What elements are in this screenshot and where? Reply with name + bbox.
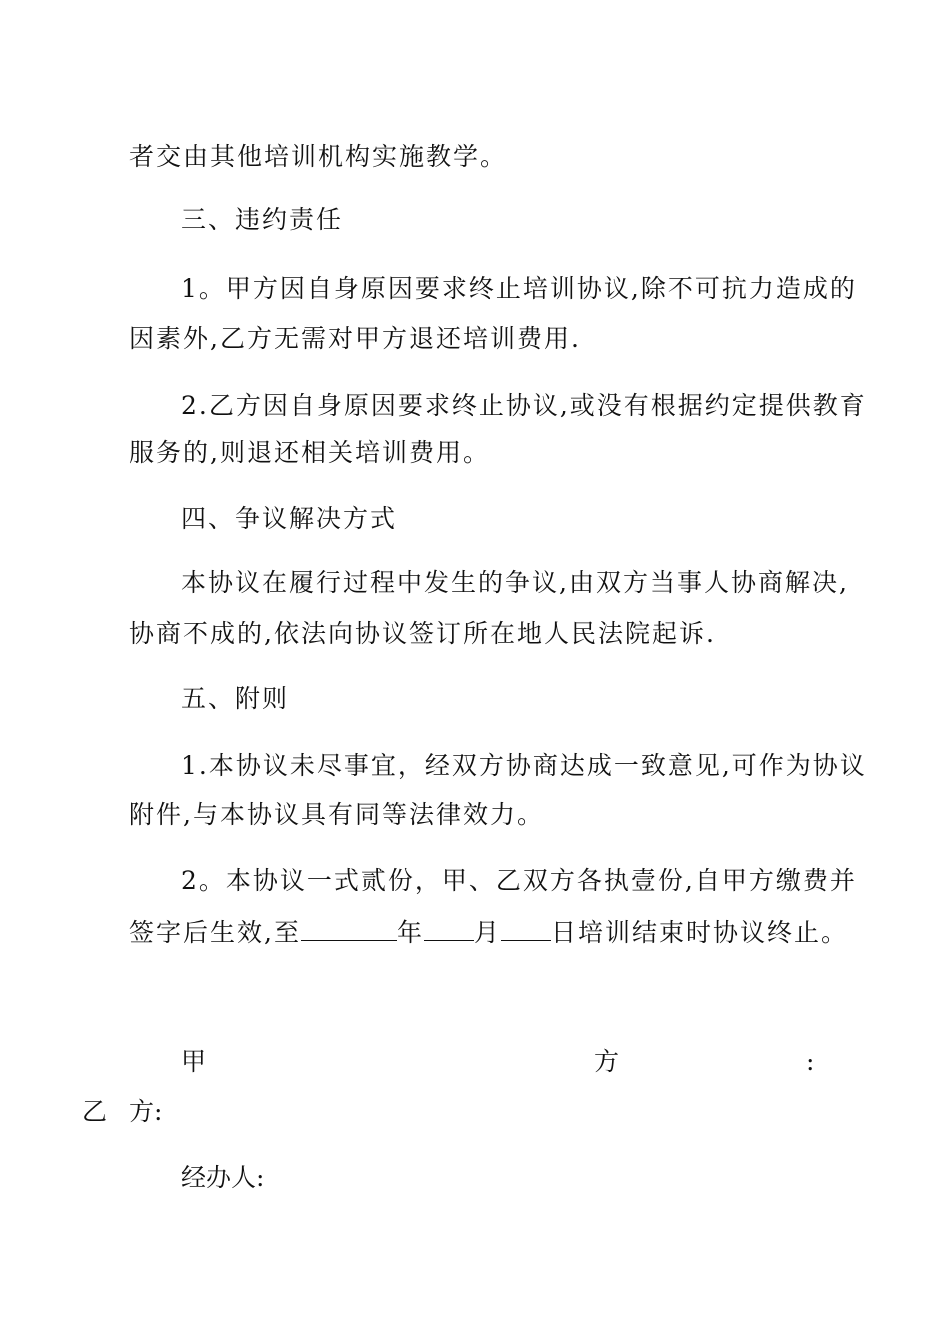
month-label: 月 [473,918,501,947]
party-b-label-char1: 乙 [82,1097,108,1126]
appendix-item-1-line-2: 附件,与本协议具有同等法律效力。 [129,800,544,829]
dispute-line-2: 协商不成的,依法向协议签订所在地人民法院起诉. [129,619,716,648]
agent-label: 经办人: [181,1163,265,1192]
dispute-line-1: 本协议在履行过程中发生的争议,由双方当事人协商解决, [181,568,849,597]
appendix-item-2-line-2 [129,916,848,948]
breach-item-1-line-1: 1。甲方因自身原因要求终止培训协议,除不可抗力造成的 [181,274,857,303]
section-heading-dispute: 四、争议解决方式 [181,504,398,533]
breach-item-2-line-2: 服务的,则退还相关培训费用。 [129,438,490,467]
appendix-item-2-line-1: 2。本协议一式贰份，甲、乙双方各执壹份,自甲方缴费并 [181,866,857,895]
breach-item-2-line-1: 2.乙方因自身原因要求终止协议,或没有根据约定提供教育 [181,391,867,420]
breach-item-1-line-2: 因素外,乙方无需对甲方退还培训费用. [129,324,581,353]
paragraph-continuation: 者交由其他培训机构实施教学。 [129,142,508,171]
party-a-colon: : [806,1047,815,1076]
year-blank [301,916,397,941]
party-a-label-char1: 甲 [181,1047,207,1076]
party-b-label-char2: 方: [129,1097,163,1126]
effective-date-prefix: 签字后生效,至 [129,918,301,947]
appendix-item-1-line-1: 1.本协议未尽事宜，经双方协商达成一致意见,可作为协议 [181,751,867,780]
month-blank [424,916,474,941]
effective-date-suffix: 日培训结束时协议终止。 [550,918,848,947]
year-label: 年 [396,918,424,947]
party-a-label-char2: 方 [594,1047,620,1076]
section-heading-appendix: 五、附则 [181,684,290,713]
day-blank [501,916,551,941]
section-heading-breach: 三、违约责任 [181,205,344,234]
